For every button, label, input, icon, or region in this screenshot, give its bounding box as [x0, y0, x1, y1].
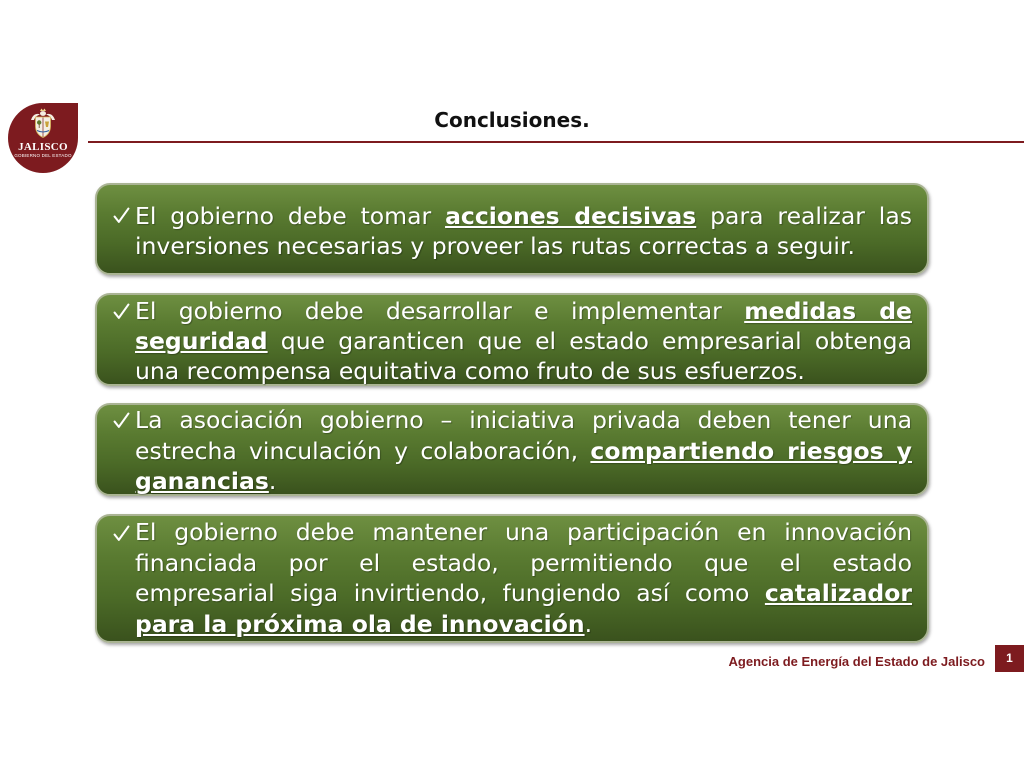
checkmark-icon	[113, 303, 130, 320]
body-text: que garanticen que el estado empresarial obtenga	[267, 327, 912, 355]
text-line	[135, 578, 912, 609]
text-line	[135, 356, 912, 386]
text-line	[135, 201, 912, 231]
conclusion-text	[135, 517, 912, 639]
text-line	[135, 296, 912, 326]
checkmark-icon	[113, 412, 130, 429]
body-text: financiada por el estado, permitiendo que el estado	[135, 548, 912, 577]
logo-subtitle: GOBIERNO DEL ESTADO	[14, 153, 72, 158]
text-line	[135, 548, 912, 579]
emphasized-text: compartiendo riesgos y	[590, 436, 912, 465]
page-number: 1	[995, 645, 1024, 672]
conclusion-text	[135, 296, 912, 386]
body-text: .	[584, 609, 593, 638]
emphasized-text: acciones decisivas	[445, 202, 697, 230]
text-line	[135, 609, 912, 640]
emphasized-text: catalizador	[764, 579, 912, 607]
footer-agency-name: Agencia de Energía del Estado de Jalisco	[728, 654, 985, 669]
body-text: El gobierno debe desarrollar e implementar	[135, 297, 745, 325]
body-text: una recompensa equitativa como fruto de sus esfuerzos.	[135, 357, 805, 385]
body-text: La asociación gobierno – iniciativa privada deben tener una	[135, 406, 912, 434]
logo-name: JALISCO	[18, 141, 68, 153]
body-text: inversiones necesarias y proveer las rutas correctas a seguir.	[135, 232, 855, 260]
body-text: .	[268, 467, 277, 495]
emphasized-text: seguridad	[135, 327, 268, 355]
emphasized-text: para la próxima ola de innovación	[135, 609, 585, 638]
checkmark-icon	[113, 207, 130, 224]
text-line	[135, 405, 912, 436]
body-text: empresarial siga invirtiendo, fungiendo así como	[135, 579, 765, 607]
body-text: El gobierno debe mantener una participación en innovación	[135, 518, 912, 546]
conclusion-box	[95, 293, 929, 386]
text-line	[135, 436, 912, 467]
conclusion-box	[95, 183, 929, 275]
body-text: para realizar las	[696, 202, 912, 230]
checkmark-icon	[113, 525, 130, 542]
emphasized-text: ganancias	[135, 467, 269, 495]
conclusion-box	[95, 514, 929, 643]
slide-title: Conclusiones.	[434, 108, 590, 132]
title-divider	[88, 141, 1024, 143]
text-line	[135, 326, 912, 356]
body-text: El gobierno debe tomar	[135, 202, 446, 230]
body-text: estrecha vinculación y colaboración,	[135, 436, 591, 465]
conclusion-text	[135, 201, 912, 261]
text-line	[135, 231, 912, 261]
conclusion-box	[95, 403, 929, 496]
conclusion-text	[135, 405, 912, 497]
text-line	[135, 466, 912, 497]
text-line	[135, 517, 912, 548]
emphasized-text: medidas de	[744, 297, 912, 325]
